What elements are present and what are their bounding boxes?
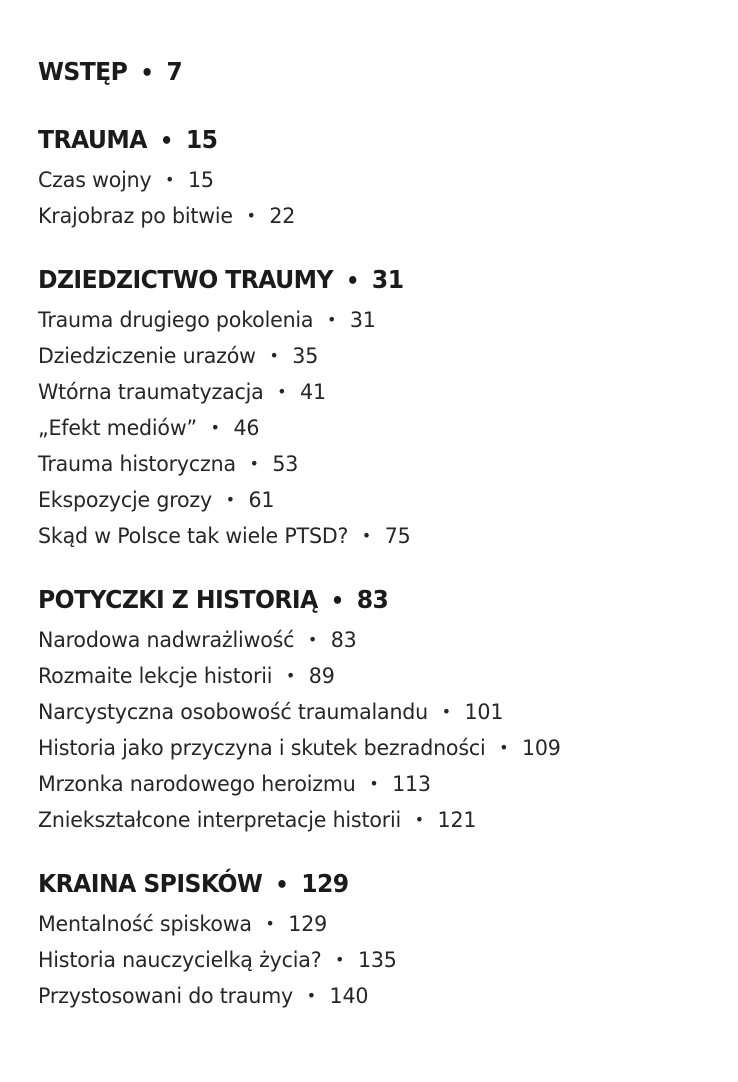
section-heading bbox=[38, 260, 677, 302]
section-title: DZIEDZICTWO TRAUMY bbox=[38, 265, 333, 294]
entry-page-number: 53 bbox=[272, 452, 299, 476]
toc-entry bbox=[38, 302, 704, 338]
section-title: WSTĘP bbox=[38, 57, 128, 86]
bullet-separator: • bbox=[286, 666, 296, 685]
entry-page-number: 46 bbox=[233, 416, 260, 440]
section-title: POTYCZKI Z HISTORIĄ bbox=[38, 585, 318, 614]
bullet-separator: • bbox=[165, 170, 175, 189]
section-heading bbox=[38, 864, 677, 906]
entry-title: Ekspozycje grozy bbox=[38, 488, 213, 512]
entry-title: Narcystyczna osobowość traumalandu bbox=[38, 700, 429, 724]
entry-title: Trauma historyczna bbox=[38, 452, 236, 476]
bullet-separator: • bbox=[499, 738, 509, 757]
entry-page-number: 113 bbox=[392, 772, 431, 796]
entry-page-number: 129 bbox=[288, 912, 327, 936]
toc-section bbox=[38, 864, 718, 1014]
entry-title: Mrzonka narodowego heroizmu bbox=[38, 772, 356, 796]
section-heading bbox=[38, 120, 677, 162]
entry-title: Zniekształcone interpretacje historii bbox=[38, 808, 402, 832]
entry-page-number: 101 bbox=[464, 700, 504, 724]
entry-title: Krajobraz po bitwie bbox=[38, 204, 233, 228]
bullet-separator: • bbox=[441, 702, 451, 721]
entry-title: Historia nauczycielką życia? bbox=[38, 948, 322, 972]
bullet-separator: • bbox=[306, 986, 316, 1005]
toc-entry bbox=[38, 942, 704, 978]
entry-page-number: 89 bbox=[308, 664, 335, 688]
entry-title: Rozmaite lekcje historii bbox=[38, 664, 273, 688]
subsection-list bbox=[38, 622, 718, 838]
entry-page-number: 41 bbox=[300, 380, 326, 404]
toc-entry bbox=[38, 518, 704, 554]
entry-title: Czas wojny bbox=[38, 168, 152, 192]
toc-entry bbox=[38, 658, 704, 694]
toc-entry bbox=[38, 410, 704, 446]
entry-page-number: 109 bbox=[521, 736, 561, 760]
entry-title: Przystosowani do traumy bbox=[38, 984, 294, 1008]
entry-page-number: 15 bbox=[187, 168, 214, 192]
bullet-separator: • bbox=[160, 129, 173, 154]
toc-entry bbox=[38, 162, 704, 198]
entry-title: Skąd w Polsce tak wiele PTSD? bbox=[38, 524, 349, 548]
section-page-number: 15 bbox=[185, 125, 218, 154]
bullet-separator: • bbox=[246, 206, 256, 225]
bullet-separator: • bbox=[269, 346, 279, 365]
toc-entry bbox=[38, 906, 704, 942]
entry-page-number: 140 bbox=[329, 984, 369, 1008]
entry-title: „Efekt mediów” bbox=[38, 416, 197, 440]
table-of-contents bbox=[38, 52, 718, 1014]
entry-title: Wtórna traumatyzacja bbox=[38, 380, 264, 404]
toc-entry bbox=[38, 978, 704, 1014]
section-page-number: 7 bbox=[166, 57, 183, 86]
entry-page-number: 83 bbox=[330, 628, 357, 652]
entry-page-number: 75 bbox=[384, 524, 411, 548]
subsection-list bbox=[38, 162, 718, 234]
bullet-separator: • bbox=[346, 269, 359, 294]
section-page-number: 129 bbox=[301, 869, 349, 898]
toc-section bbox=[38, 52, 718, 94]
bullet-separator: • bbox=[275, 873, 289, 898]
bullet-separator: • bbox=[225, 490, 235, 509]
toc-entry bbox=[38, 622, 704, 658]
entry-title: Historia jako przyczyna i skutek bezradności bbox=[38, 736, 486, 760]
toc-entry bbox=[38, 730, 704, 766]
toc-entry bbox=[38, 694, 704, 730]
bullet-separator: • bbox=[335, 950, 345, 969]
toc-entry bbox=[38, 374, 704, 410]
bullet-separator: • bbox=[265, 914, 275, 933]
toc-entry bbox=[38, 482, 704, 518]
bullet-separator: • bbox=[210, 418, 220, 437]
bullet-separator: • bbox=[140, 61, 154, 86]
toc-entry bbox=[38, 766, 704, 802]
section-title: TRAUMA bbox=[38, 125, 147, 154]
entry-page-number: 22 bbox=[269, 204, 296, 228]
entry-page-number: 61 bbox=[248, 488, 275, 512]
entry-page-number: 135 bbox=[357, 948, 397, 972]
toc-entry bbox=[38, 802, 704, 838]
section-page-number: 31 bbox=[371, 265, 404, 294]
toc-section bbox=[38, 260, 718, 554]
subsection-list bbox=[38, 302, 718, 554]
toc-entry bbox=[38, 198, 704, 234]
toc-section bbox=[38, 120, 718, 234]
section-heading bbox=[38, 580, 677, 622]
entry-page-number: 121 bbox=[437, 808, 477, 832]
toc-section bbox=[38, 580, 718, 838]
bullet-separator: • bbox=[327, 310, 337, 329]
entry-title: Narodowa nadwrażliwość bbox=[38, 628, 295, 652]
bullet-separator: • bbox=[414, 810, 424, 829]
bullet-separator: • bbox=[330, 589, 344, 614]
section-page-number: 83 bbox=[356, 585, 389, 614]
bullet-separator: • bbox=[369, 774, 379, 793]
toc-entry bbox=[38, 338, 704, 374]
bullet-separator: • bbox=[249, 454, 259, 473]
entry-page-number: 35 bbox=[292, 344, 319, 368]
section-title: KRAINA SPISKÓW bbox=[38, 869, 263, 898]
bullet-separator: • bbox=[277, 382, 287, 401]
subsection-list bbox=[38, 906, 718, 1014]
entry-title: Mentalność spiskowa bbox=[38, 912, 252, 936]
toc-entry bbox=[38, 446, 704, 482]
section-heading bbox=[38, 52, 677, 94]
bullet-separator: • bbox=[361, 526, 372, 545]
entry-title: Dziedziczenie urazów bbox=[38, 344, 256, 368]
entry-title: Trauma drugiego pokolenia bbox=[38, 308, 314, 332]
bullet-separator: • bbox=[307, 630, 318, 649]
entry-page-number: 31 bbox=[349, 308, 376, 332]
